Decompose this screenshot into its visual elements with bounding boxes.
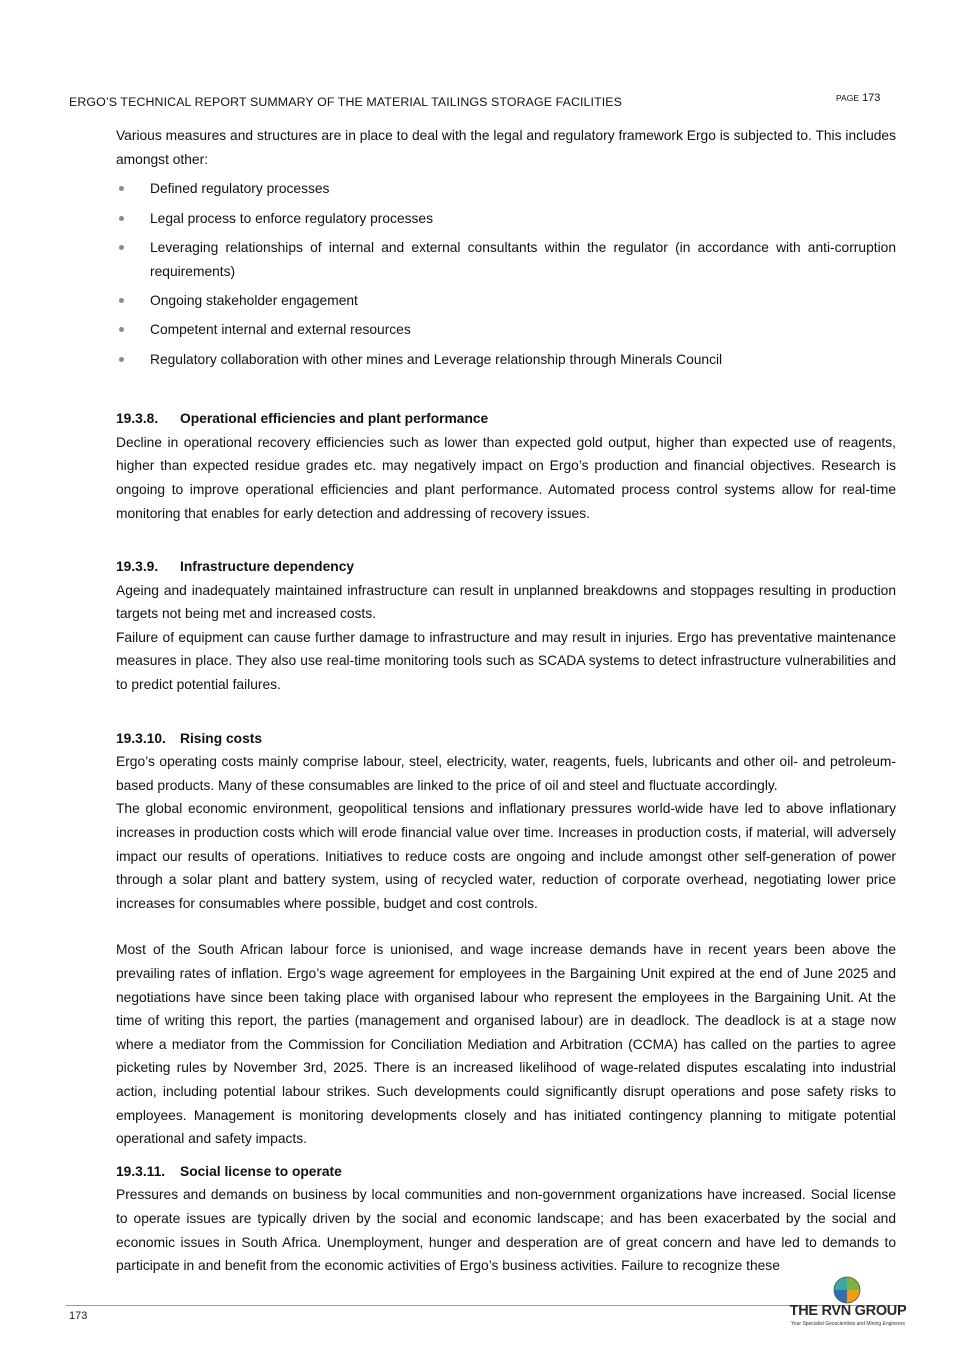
section-number: 19.3.10. bbox=[116, 730, 166, 746]
page-number-header: 173 bbox=[862, 92, 881, 104]
list-item bbox=[116, 177, 896, 201]
list-item-text: Competent internal and external resources bbox=[150, 322, 411, 338]
list-item-text: Leveraging relationships of internal and external consultants within the regulator (in accordance with anti-corruption requirements) bbox=[150, 239, 896, 279]
list-item-text: Legal process to enforce regulatory processes bbox=[150, 210, 433, 226]
rvn-group-logo bbox=[788, 1276, 908, 1330]
section-paragraph: Decline in operational recovery efficiencies such as lower than expected gold output, higher than expected use of reagents, higher than expected residue grades etc. may negatively impact on Ergo’s production and financial objectives. Research is ongoing to improve operational efficiencies and plant performance. Automated process control systems allow for real-time monitoring that enables for early detection and addressing of recovery issues. bbox=[116, 434, 896, 521]
section-paragraph: The global economic environment, geopolitical tensions and inflationary pressures world-wide have led to above inflationary increases in production costs which will erode financial value over time. Increases in production costs, if material, will adversely impact our results of operations. Initiatives to reduce costs are ongoing and include amongst other self-generation of power through a solar plant and battery system, using of recycled water, reduction of corporate overhead, negotiating lower price increases for consumables where possible, budget and cost controls. bbox=[116, 801, 896, 911]
section-heading-19-3-10 bbox=[116, 727, 896, 751]
list-item bbox=[116, 318, 896, 342]
list-item-text: Ongoing stakeholder engagement bbox=[150, 292, 358, 308]
page-prefix: PAGE bbox=[836, 93, 859, 103]
bullet-dot-icon bbox=[119, 357, 124, 362]
section-title: Infrastructure dependency bbox=[180, 559, 355, 575]
section-number: 19.3.9. bbox=[116, 559, 159, 575]
section-number: 19.3.11. bbox=[116, 1163, 166, 1179]
section-title: Rising costs bbox=[180, 730, 263, 746]
bullet-dot-icon bbox=[119, 298, 124, 303]
bullet-dot-icon bbox=[119, 216, 124, 221]
logo-name: THE RVN GROUP bbox=[789, 1303, 907, 1319]
section-number: 19.3.8. bbox=[116, 411, 159, 427]
footer-divider bbox=[66, 1305, 906, 1306]
list-item bbox=[116, 236, 896, 283]
report-header-title: ERGO’S TECHNICAL REPORT SUMMARY OF THE MATERIAL TAILINGS STORAGE FACILITIES bbox=[69, 95, 623, 109]
section-heading-19-3-8 bbox=[116, 407, 896, 431]
section-paragraph: Pressures and demands on business by local communities and non-government organizations have increased. Social license to operate issues are typically driven by the social and economic landscape; and has been exacerbated by the social and economic issues in South Africa. Unemployment, hunger and desperation are of great concern and have led to demands to participate in and benefit from the economic activities of Ergo’s business activities. Failure to recognize these bbox=[116, 1187, 896, 1274]
section-paragraph: Ergo’s operating costs mainly comprise labour, steel, electricity, water, reagents, fuels, lubricants and other oil- and petroleum-based products. Many of these consumables are linked to the price of oil and steel and fluctuate accordingly. bbox=[116, 754, 896, 793]
bullet-dot-icon bbox=[119, 327, 124, 332]
list-item bbox=[116, 207, 896, 231]
logo-pie-icon bbox=[833, 1276, 861, 1304]
section-paragraph: Ageing and inadequately maintained infrastructure can result in unplanned breakdowns and stoppages resulting in production targets not being met and increased costs. bbox=[116, 582, 896, 622]
section-title: Social license to operate bbox=[180, 1163, 342, 1179]
list-item bbox=[116, 348, 896, 372]
section-paragraph: Failure of equipment can cause further damage to infrastructure and may result in injuries. Ergo has preventative maintenance measures in place. They also use real-time monitoring tools such as SCADA systems to detect infrastructure vulnerabilities and to predict potential failures. bbox=[116, 629, 896, 693]
bullet-list bbox=[116, 177, 896, 371]
list-item-text: Regulatory collaboration with other mines and Leverage relationship through Minerals Council bbox=[150, 351, 723, 367]
section-heading-19-3-9 bbox=[116, 555, 896, 579]
list-item-text: Defined regulatory processes bbox=[150, 181, 330, 197]
section-title: Operational efficiencies and plant performance bbox=[180, 411, 489, 427]
section-paragraph: Most of the South African labour force is unionised, and wage increase demands have in recent years been above the prevailing rates of inflation. Ergo’s wage agreement for employees in the Bargaining Unit expired at the end of June 2025 and negotiations have since been taking place with organised labour who represent the employees in the Bargaining Unit. At the time of writing this report, the parties (management and organised labour) are in deadlock. The deadlock is at a stage now where a mediator from the Commission for Conciliation Mediation and Arbitration (CCMA) has called on the parties to agree picketing rules by November 3rd, 2025. There is an increased likelihood of wage-related disputes escalating into industrial action, including potential labour strikes. Such developments could significantly disrupt operations and pose safety risks to employees. Management is monitoring developments closely and has initiated contingency planning to mitigate potential operational and safety impacts. bbox=[116, 942, 896, 1147]
section-heading-19-3-11 bbox=[116, 1160, 896, 1184]
list-item bbox=[116, 289, 896, 313]
bullet-dot-icon bbox=[119, 186, 124, 191]
bullet-dot-icon bbox=[119, 245, 124, 250]
logo-tagline: Your Specialist Geoscientists and Mining Engineers bbox=[790, 1321, 906, 1327]
page-content bbox=[116, 124, 896, 1278]
footer-page-number: 173 bbox=[69, 1310, 88, 1322]
page-label bbox=[836, 92, 880, 104]
intro-paragraph: Various measures and structures are in place to deal with the legal and regulatory framework Ergo is subjected to. This includes amongst other: bbox=[116, 128, 896, 167]
